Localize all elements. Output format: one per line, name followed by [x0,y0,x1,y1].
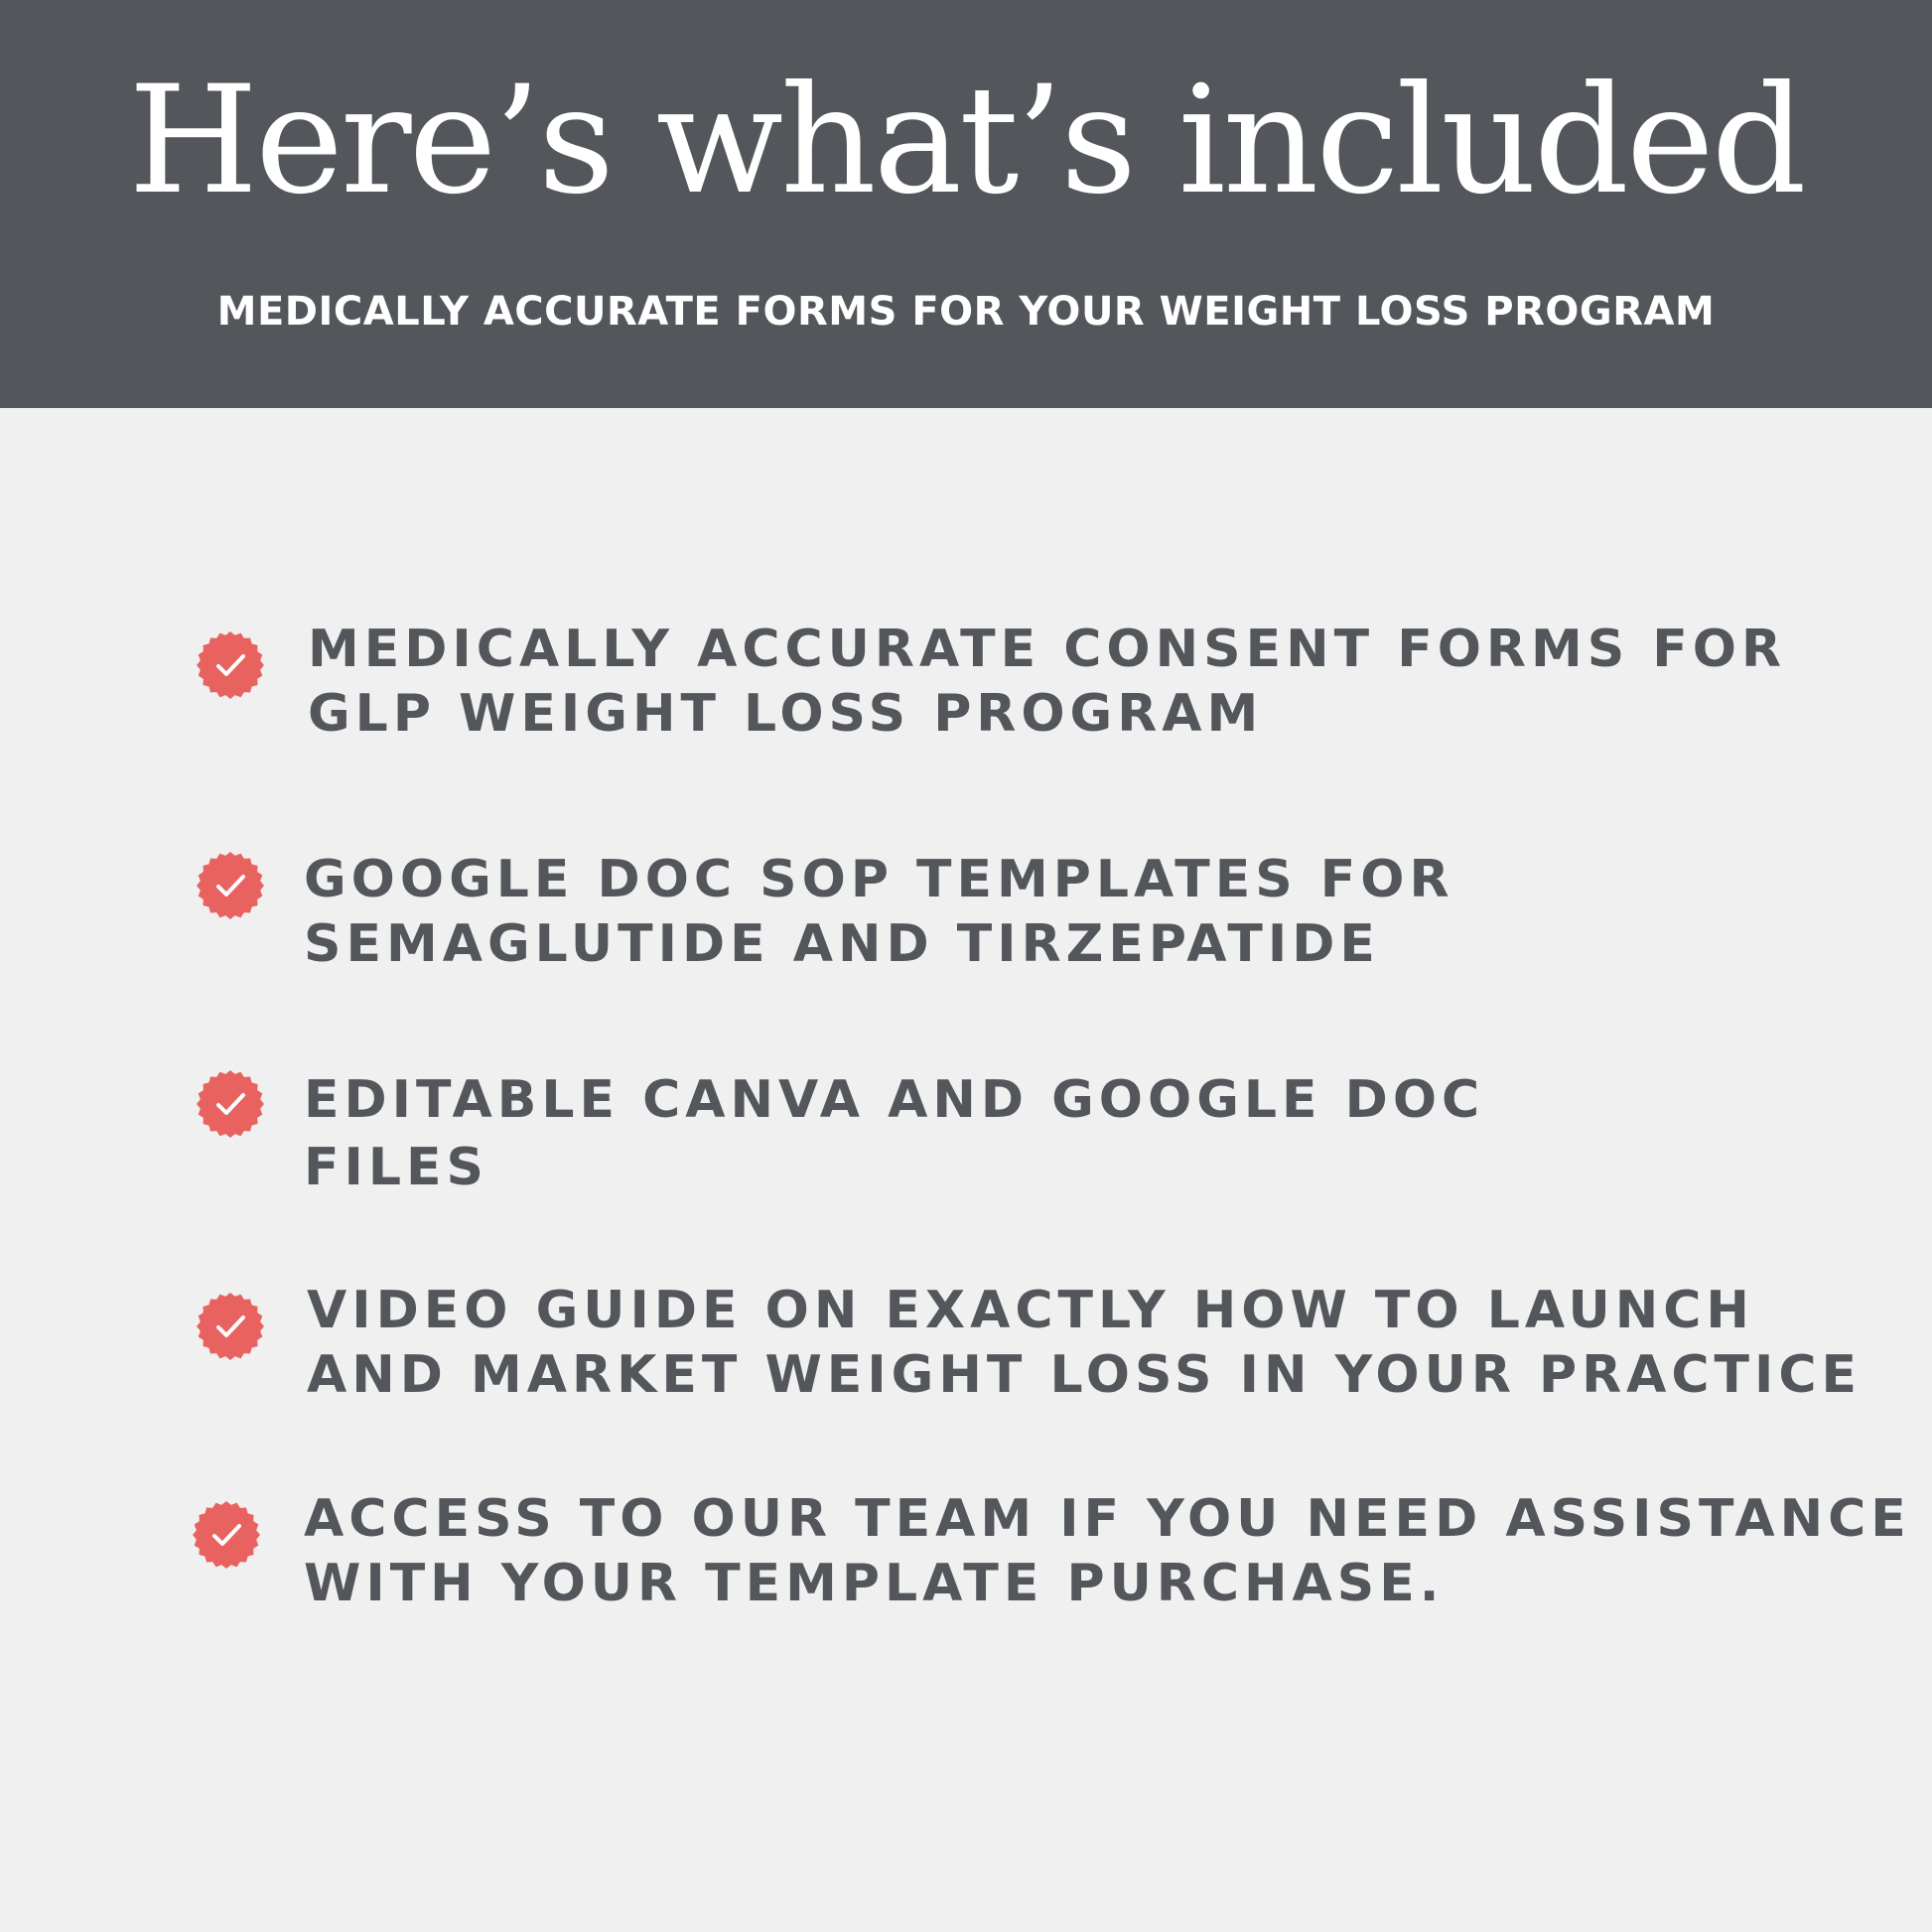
feature-line: EDITABLE CANVA AND GOOGLE DOC [304,1070,1485,1130]
page-subtitle: MEDICALLY ACCURATE FORMS FOR YOUR WEIGHT LOSS PROGRAM [216,289,1716,335]
check-badge-icon [195,629,266,701]
feature-text [307,1279,1863,1408]
feature-text [304,1487,1911,1616]
page-title: Here’s what’s included [128,55,1804,227]
feature-line: FILES [304,1138,488,1197]
feature-text [304,1066,1813,1201]
feature-line: MEDICALLY ACCURATE CONSENT FORMS FOR [308,620,1787,679]
feature-line: ACCESS TO OUR TEAM IF YOU NEED ASSISTANCE [304,1489,1911,1549]
feature-line: WITH YOUR TEMPLATE PURCHASE. [304,1554,1445,1613]
header-banner [0,0,1932,408]
feature-text [308,618,1817,747]
feature-line: GLP WEIGHT LOSS PROGRAM [308,684,1264,744]
feature-text [304,848,1813,977]
feature-line: AND MARKET WEIGHT LOSS IN YOUR PRACTICE [307,1345,1863,1405]
feature-line: GOOGLE DOC SOP TEMPLATES FOR [304,850,1454,909]
check-badge-icon [195,850,266,921]
check-badge-icon [195,1068,266,1140]
feature-line: SEMAGLUTIDE AND TIRZEPATIDE [304,914,1380,974]
check-badge-icon [191,1499,262,1571]
feature-line: VIDEO GUIDE ON EXACTLY HOW TO LAUNCH [307,1281,1754,1340]
check-badge-icon [195,1291,266,1362]
